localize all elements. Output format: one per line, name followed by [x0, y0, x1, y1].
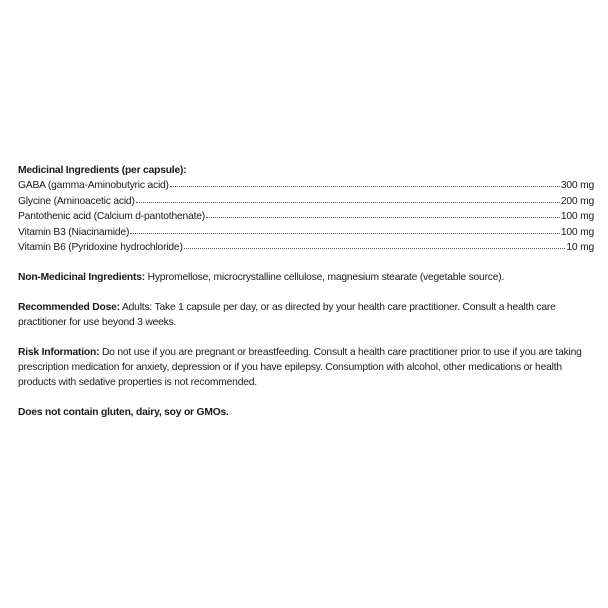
medicinal-ingredients-list	[18, 178, 594, 256]
non-medicinal-label: Non-Medicinal Ingredients:	[18, 271, 145, 283]
risk-information-label: Risk Information:	[18, 346, 100, 358]
recommended-dose-text: Adults: Take 1 capsule per day, or as directed by your health care practitioner. Consult a health care practitioner for use beyond 3 weeks.	[18, 301, 556, 328]
ingredient-row	[18, 240, 594, 256]
ingredient-row	[18, 178, 594, 194]
non-medicinal-ingredients	[18, 270, 594, 285]
ingredient-amount: 100 mg	[560, 211, 594, 222]
ingredient-amount: 100 mg	[560, 226, 594, 238]
risk-information	[18, 345, 594, 390]
medicinal-ingredients-heading: Medicinal Ingredients (per capsule):	[18, 165, 187, 176]
ingredient-name: Glycine (Aminoacetic acid)	[18, 195, 135, 207]
recommended-dose-label: Recommended Dose:	[18, 301, 120, 313]
ingredient-row	[18, 194, 594, 210]
ingredient-name: Vitamin B3 (Niacinamide)	[18, 226, 130, 238]
dot-leader	[184, 240, 566, 250]
ingredient-amount: 200 mg	[560, 195, 594, 207]
ingredient-name: GABA (gamma-Aminobutyric acid)	[18, 180, 169, 191]
non-medicinal-text: Hypromellose, microcrystalline cellulose, magnesium stearate (vegetable source).	[144, 271, 505, 283]
dot-leader	[170, 178, 560, 188]
ingredient-name: Pantothenic acid (Calcium d-pantothenate)	[18, 211, 205, 222]
supplement-label	[18, 163, 594, 420]
dot-leader	[136, 194, 560, 204]
dot-leader	[130, 225, 560, 235]
ingredient-name: Vitamin B6 (Pyridoxine hydrochloride)	[18, 242, 183, 253]
allergen-statement: Does not contain gluten, dairy, soy or GMOs.	[18, 406, 229, 418]
ingredient-row	[18, 225, 594, 241]
risk-information-text: Do not use if you are pregnant or breastfeeding. Consult a health care practitioner prior to use if you are taking prescription medication for anxiety, depression or if you have epilepsy. Consumption with alcohol, other medications or health products with sedative properties is not recommended.	[18, 346, 582, 388]
ingredient-amount: 300 mg	[560, 180, 594, 191]
ingredient-row	[18, 209, 594, 225]
recommended-dose	[18, 300, 594, 330]
ingredient-amount: 10 mg	[566, 242, 594, 253]
dot-leader	[206, 209, 560, 219]
